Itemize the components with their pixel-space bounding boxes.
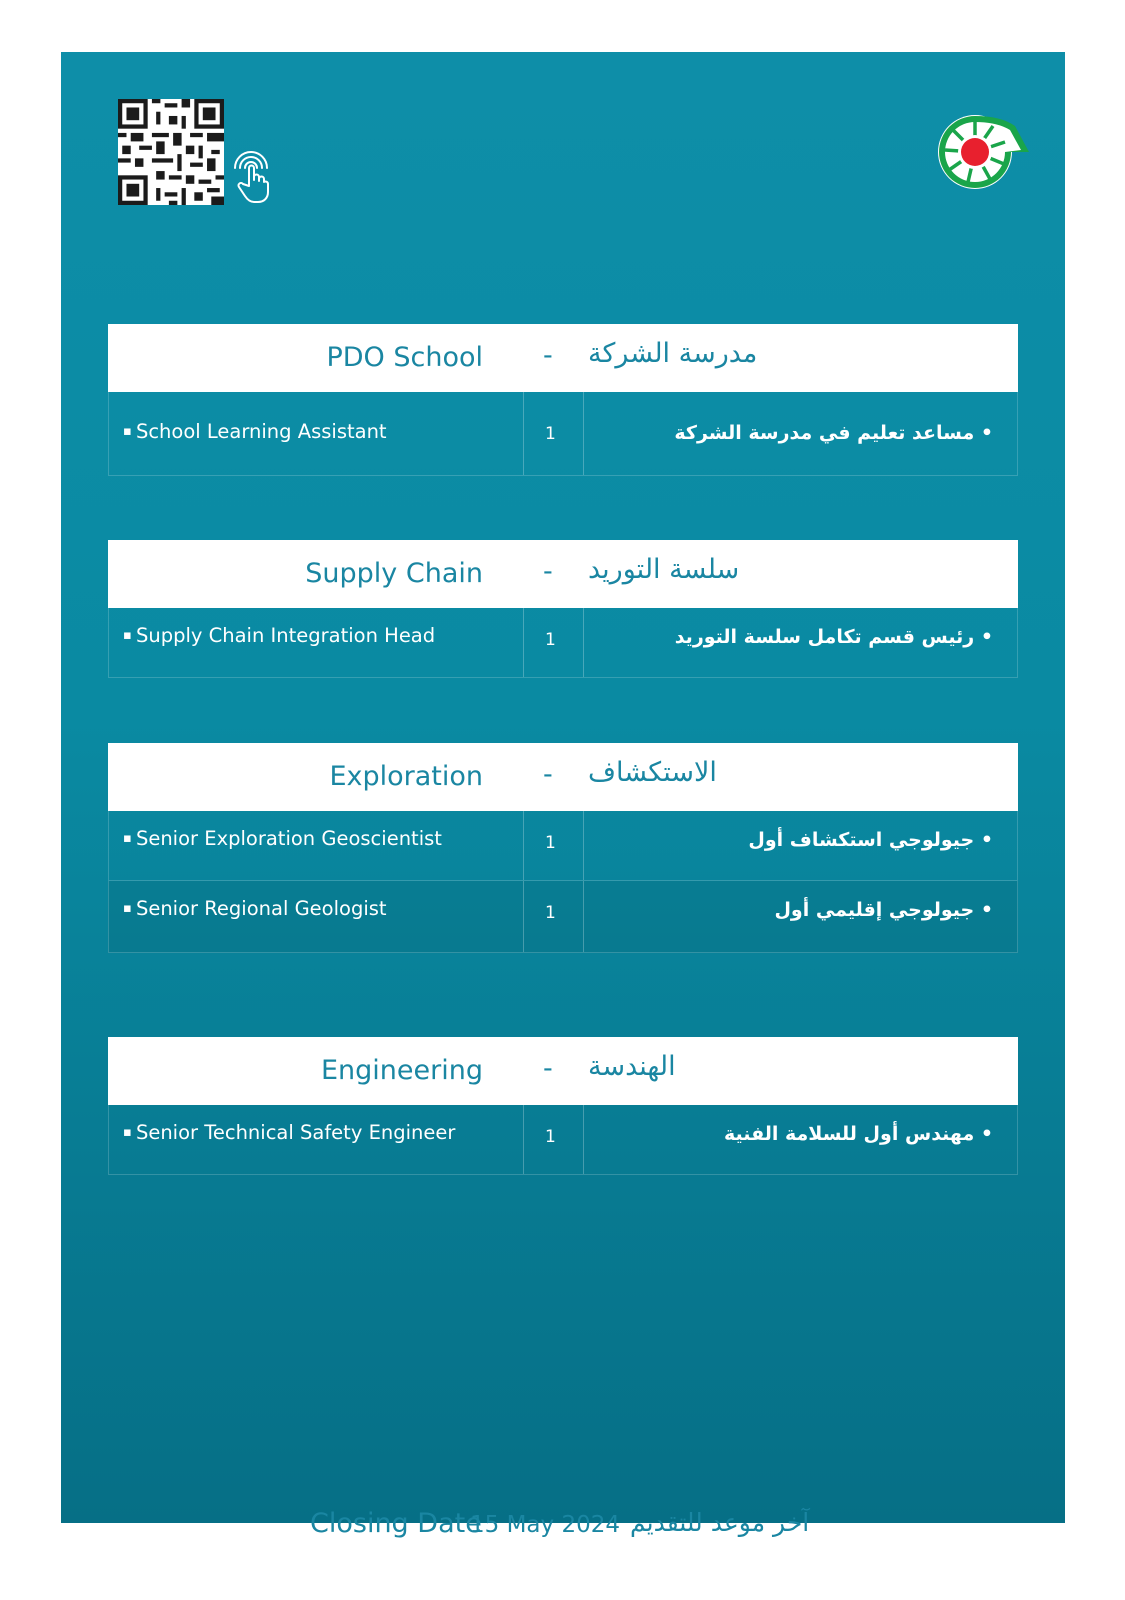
- vacancy-count: 1: [545, 424, 556, 444]
- job-title-en: ▪ Senior Regional Geologist: [123, 897, 387, 920]
- vacancy-count: 1: [545, 1127, 556, 1147]
- tap-hand-icon: [229, 148, 273, 204]
- section-title-ar: سلسة التوريد: [588, 554, 740, 585]
- section-header: [108, 743, 1018, 811]
- closing-date-label-en: Closing Date: [310, 1508, 482, 1539]
- section-pdo-school: [108, 324, 1018, 476]
- job-row: [108, 392, 1018, 476]
- job-title-ar: • مهندس أول للسلامة الفنية: [724, 1123, 993, 1145]
- section-title-ar: الهندسة: [588, 1051, 676, 1082]
- section-separator: -: [543, 759, 553, 790]
- section-title-ar: مدرسة الشركة: [588, 338, 758, 369]
- job-title-en: ▪ Senior Technical Safety Engineer: [123, 1121, 455, 1144]
- vacancy-count: 1: [545, 903, 556, 923]
- section-header: [108, 324, 1018, 392]
- job-title-en: ▪ Senior Exploration Geoscientist: [123, 827, 442, 850]
- qr-code-icon[interactable]: [118, 99, 224, 205]
- job-row: [108, 881, 1018, 953]
- vacancy-count: 1: [545, 630, 556, 650]
- pdo-logo-icon: [935, 112, 1031, 192]
- section-header: [108, 1037, 1018, 1105]
- closing-date-value: 15 May 2024: [470, 1512, 620, 1538]
- job-title-ar: • جيولوجي إقليمي أول: [774, 899, 993, 921]
- job-row: [108, 811, 1018, 881]
- job-title-en: ▪ School Learning Assistant: [123, 420, 387, 443]
- job-row: [108, 1105, 1018, 1175]
- section-title-en: Exploration: [329, 761, 483, 792]
- section-separator: -: [543, 556, 553, 587]
- job-row: [108, 608, 1018, 678]
- section-header: [108, 540, 1018, 608]
- section-title-ar: الاستكشاف: [588, 757, 717, 788]
- job-title-en: ▪ Supply Chain Integration Head: [123, 624, 435, 647]
- section-supply-chain: [108, 540, 1018, 678]
- closing-date-footer: [0, 1502, 1125, 1552]
- section-separator: -: [543, 340, 553, 371]
- job-title-ar: • رئيس قسم تكامل سلسة التوريد: [675, 626, 993, 648]
- section-title-en: PDO School: [326, 342, 483, 373]
- section-engineering: [108, 1037, 1018, 1175]
- job-title-ar: • مساعد تعليم في مدرسة الشركة: [674, 422, 993, 444]
- section-title-en: Supply Chain: [305, 558, 483, 589]
- section-separator: -: [543, 1053, 553, 1084]
- section-exploration: [108, 743, 1018, 953]
- poster-panel: [61, 52, 1065, 1523]
- closing-date-label-ar: آخر موعد للتقديم: [630, 1508, 810, 1537]
- section-title-en: Engineering: [321, 1055, 483, 1086]
- vacancy-count: 1: [545, 833, 556, 853]
- job-title-ar: • جيولوجي استكشاف أول: [748, 829, 993, 851]
